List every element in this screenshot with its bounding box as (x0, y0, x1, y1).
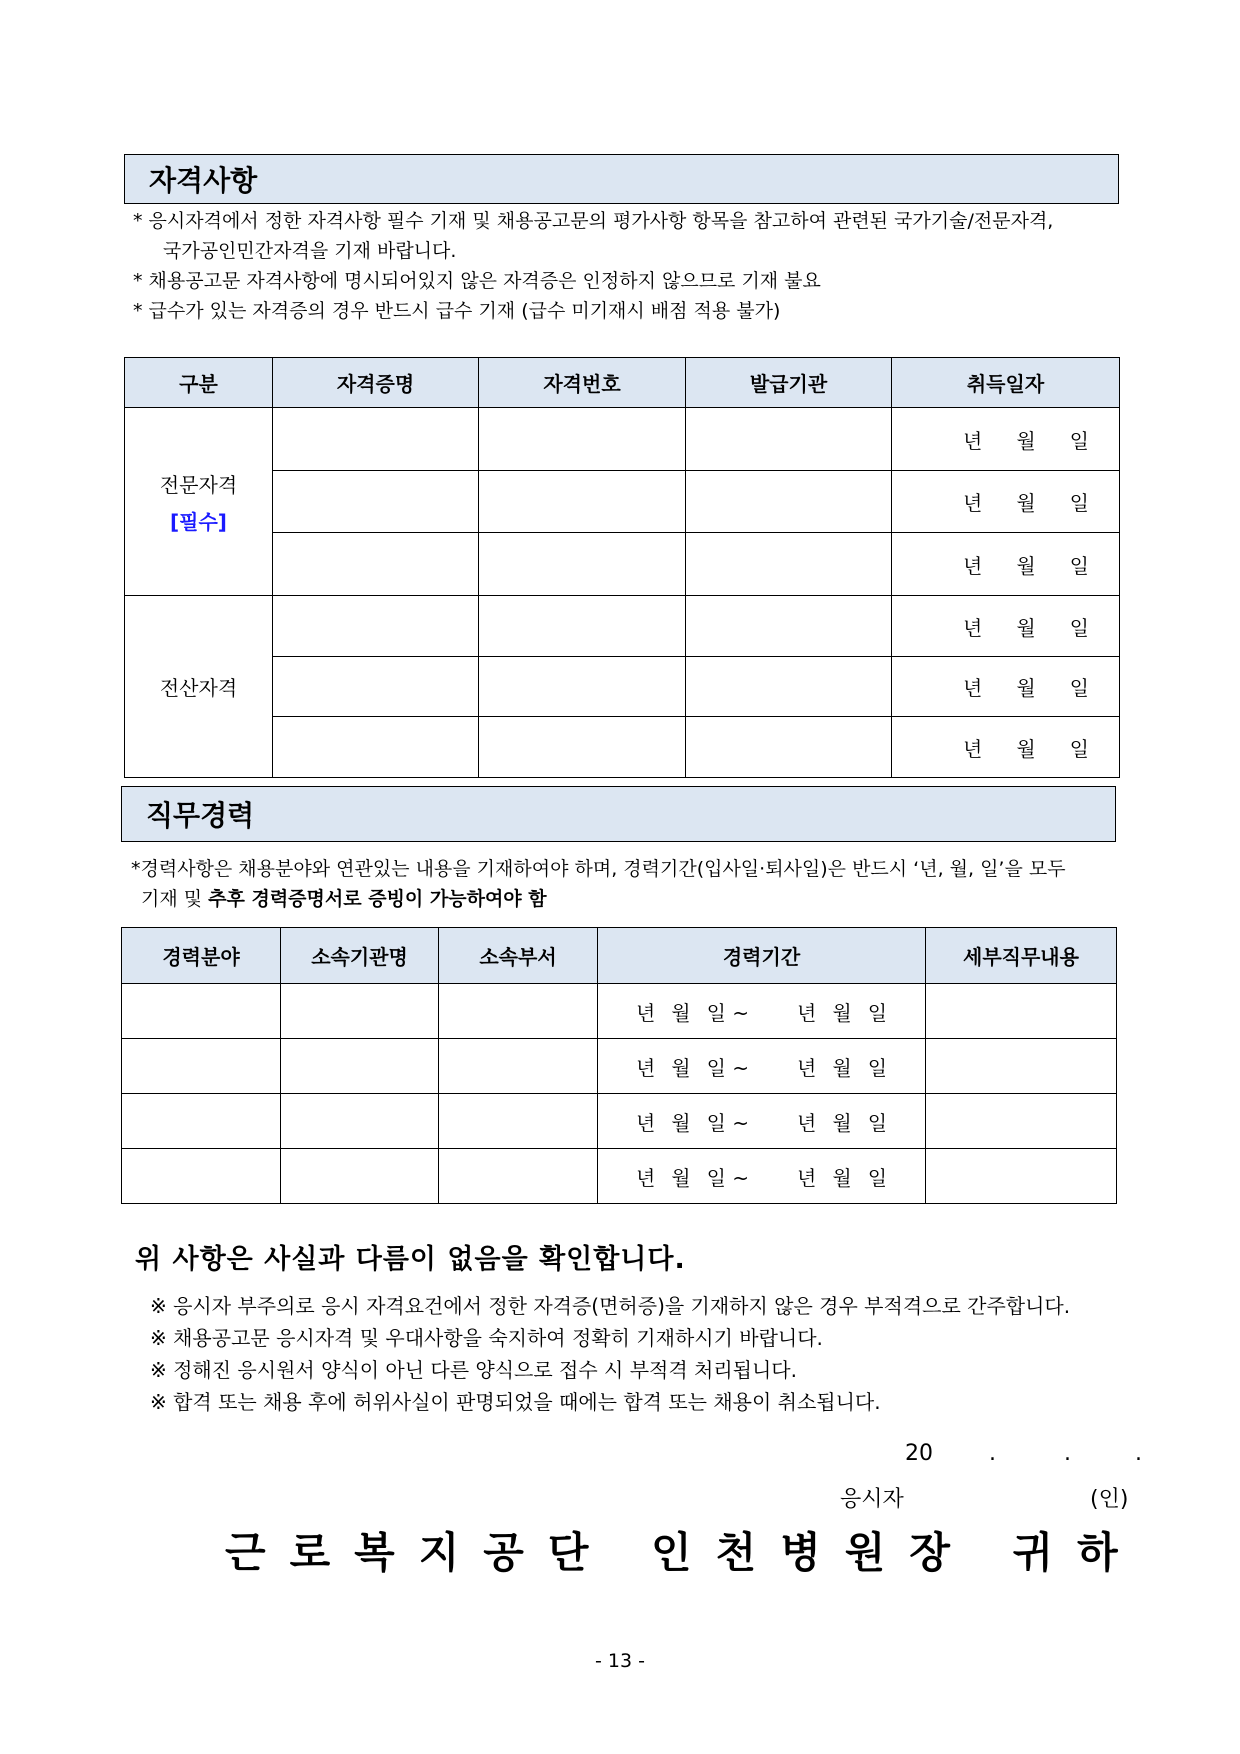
caution-item: ※ 정해진 응시원서 양식이 아닌 다른 양식으로 접수 시 부적격 처리됩니다. (150, 1358, 797, 1382)
job-details-cell[interactable] (926, 1094, 1117, 1149)
cert-number-cell[interactable] (479, 596, 686, 657)
organization-cell[interactable] (281, 1094, 439, 1149)
page-number: - 13 - (595, 1650, 645, 1672)
career-field-cell[interactable] (122, 1039, 281, 1094)
career-notes (131, 854, 1066, 914)
issuer-cell[interactable] (686, 596, 892, 657)
table-row (125, 533, 1120, 596)
issuer-cell[interactable] (686, 657, 892, 717)
header-career-period: 경력기간 (598, 928, 926, 984)
caution-item: ※ 합격 또는 채용 후에 허위사실이 판명되었을 때에는 합격 또는 채용이 취소됩니다. (150, 1390, 881, 1414)
cert-number-cell[interactable] (479, 533, 686, 596)
organization-cell[interactable] (281, 1149, 439, 1204)
career-note-emphasis: 추후 경력증명서로 증빙이 가능하여야 함 (208, 888, 547, 910)
cert-name-cell[interactable] (273, 717, 479, 778)
cert-number-cell[interactable] (479, 717, 686, 778)
header-acquired-date: 취득일자 (892, 358, 1120, 408)
career-field-cell[interactable] (122, 1149, 281, 1204)
cert-number-cell[interactable] (479, 408, 686, 471)
confirmation-statement: 위 사항은 사실과 다름이 없음을 확인합니다. (135, 1244, 686, 1275)
job-details-cell[interactable] (926, 1149, 1117, 1204)
issuer-cell[interactable] (686, 717, 892, 778)
organization-cell[interactable] (281, 1039, 439, 1094)
acquired-date-cell[interactable]: 년 월 일 (892, 657, 1120, 717)
career-field-cell[interactable] (122, 1094, 281, 1149)
header-career-field: 경력분야 (122, 928, 281, 984)
job-details-cell[interactable] (926, 1039, 1117, 1094)
table-row (122, 1039, 1117, 1094)
issuer-cell[interactable] (686, 408, 892, 471)
addressee: 근로복지공단 인천병원장 귀하 (225, 1528, 1142, 1577)
acquired-date-cell[interactable]: 년 월 일 (892, 533, 1120, 596)
qualification-note: * 응시자격에서 정한 자격사항 필수 기재 및 채용공고문의 평가사항 항목을 참고하여 관련된 국가기술/전문자격, (133, 210, 1054, 232)
qualification-section-title: 자격사항 (149, 164, 258, 197)
acquired-date-cell[interactable]: 년 월 일 (892, 596, 1120, 657)
acquired-date-cell[interactable]: 년 월 일 (892, 717, 1120, 778)
header-cert-number: 자격번호 (479, 358, 686, 408)
career-section-header (121, 786, 1116, 842)
cert-name-cell[interactable] (273, 657, 479, 717)
table-row (122, 1094, 1117, 1149)
qualification-note: 국가공인민간자격을 기재 바랍니다. (163, 240, 457, 262)
cert-name-cell[interactable] (273, 596, 479, 657)
group-computer (125, 596, 273, 778)
sign-date[interactable]: 20 . . . (905, 1441, 1142, 1466)
career-period-cell[interactable]: 년 월 일 ~ 년 월 일 (598, 1094, 926, 1149)
career-period-cell[interactable]: 년 월 일 ~ 년 월 일 (598, 984, 926, 1039)
career-table (121, 927, 1117, 1204)
cert-name-cell[interactable] (273, 533, 479, 596)
header-category: 구분 (125, 358, 273, 408)
header-cert-name: 자격증명 (273, 358, 479, 408)
cert-name-cell[interactable] (273, 471, 479, 533)
caution-item: ※ 응시자 부주의로 응시 자격요건에서 정한 자격증(면허증)을 기재하지 않은 경우 부적격으로 간주합니다. (150, 1294, 1071, 1318)
header-issuer: 발급기관 (686, 358, 892, 408)
job-details-cell[interactable] (926, 984, 1117, 1039)
career-note: 기재 및 추후 경력증명서로 증빙이 가능하여야 함 (141, 888, 547, 910)
table-row (122, 1149, 1117, 1204)
career-period-cell[interactable]: 년 월 일 ~ 년 월 일 (598, 1149, 926, 1204)
career-note: *경력사항은 채용분야와 연관있는 내용을 기재하여야 하며, 경력기간(입사일·퇴사일)은 반드시 ‘년, 월, 일’을 모두 (131, 858, 1066, 880)
table-row (125, 717, 1120, 778)
career-period-cell[interactable]: 년 월 일 ~ 년 월 일 (598, 1039, 926, 1094)
department-cell[interactable] (439, 1039, 598, 1094)
qualification-notes (133, 206, 1053, 326)
required-badge: [필수] (170, 509, 227, 534)
qualification-section-header (124, 154, 1119, 204)
table-row (125, 596, 1120, 657)
table-row (125, 471, 1120, 533)
department-cell[interactable] (439, 984, 598, 1039)
cert-name-cell[interactable] (273, 408, 479, 471)
header-job-details: 세부직무내용 (926, 928, 1117, 984)
department-cell[interactable] (439, 1149, 598, 1204)
department-cell[interactable] (439, 1094, 598, 1149)
group-professional-label: 전문자격 (159, 472, 238, 497)
issuer-cell[interactable] (686, 533, 892, 596)
table-row (122, 984, 1117, 1039)
acquired-date-cell[interactable]: 년 월 일 (892, 471, 1120, 533)
career-field-cell[interactable] (122, 984, 281, 1039)
applicant-label: 응시자 (840, 1487, 904, 1512)
qualification-table (124, 357, 1120, 778)
group-computer-label: 전산자격 (159, 676, 238, 700)
header-organization: 소속기관명 (281, 928, 439, 984)
qualification-note: * 급수가 있는 자격증의 경우 반드시 급수 기재 (급수 미기재시 배점 적용 불가) (133, 300, 781, 322)
caution-item: ※ 채용공고문 응시자격 및 우대사항을 숙지하여 정확히 기재하시기 바랍니다. (150, 1326, 823, 1350)
organization-cell[interactable] (281, 984, 439, 1039)
table-row (125, 408, 1120, 471)
issuer-cell[interactable] (686, 471, 892, 533)
acquired-date-cell[interactable]: 년 월 일 (892, 408, 1120, 471)
cert-number-cell[interactable] (479, 657, 686, 717)
cert-number-cell[interactable] (479, 471, 686, 533)
header-department: 소속부서 (439, 928, 598, 984)
qualification-note: * 채용공고문 자격사항에 명시되어있지 않은 자격증은 인정하지 않으므로 기재 불요 (133, 270, 821, 292)
seal-label: (인) (1090, 1487, 1129, 1512)
table-row (125, 657, 1120, 717)
group-professional (125, 408, 273, 596)
caution-list (150, 1290, 1070, 1418)
career-section-title: 직무경력 (146, 799, 255, 832)
